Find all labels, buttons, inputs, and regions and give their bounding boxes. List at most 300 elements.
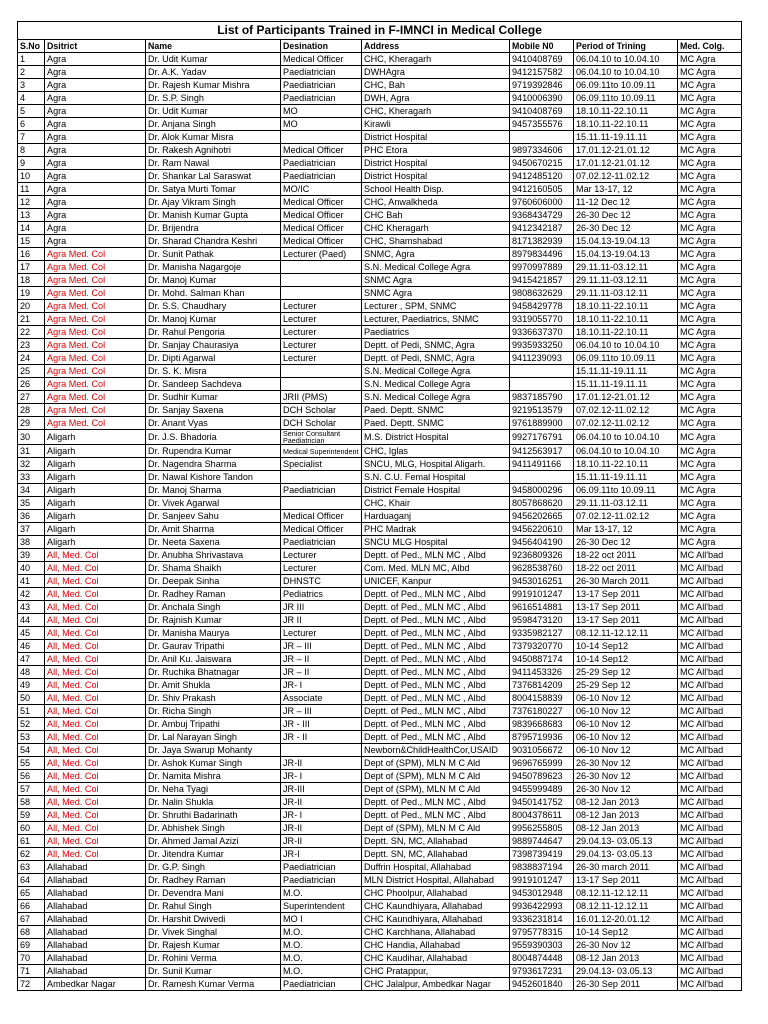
table-row [18, 261, 742, 274]
cell-district: All, Med. Col [45, 679, 146, 692]
cell-name: Dr. Rajnish Kumar [146, 614, 281, 627]
cell-sno: 29 [18, 417, 45, 430]
cell-med-college: MC All'bad [678, 614, 742, 627]
cell-med-college: MC All'bad [678, 796, 742, 809]
cell-name: Dr. Sanjeev Sahu [146, 510, 281, 523]
cell-mobile: 9456202665 [510, 510, 574, 523]
page-title: List of Participants Trained in F-IMNCI in Medical College [18, 22, 742, 40]
cell-period: 10-14 Sep12 [574, 640, 678, 653]
cell-sno: 19 [18, 287, 45, 300]
cell-med-college: MC Agra [678, 287, 742, 300]
table-row [18, 497, 742, 510]
cell-med-college: MC All'bad [678, 666, 742, 679]
table-row [18, 313, 742, 326]
cell-med-college: MC All'bad [678, 718, 742, 731]
table-row [18, 157, 742, 170]
cell-mobile: 9598473120 [510, 614, 574, 627]
cell-med-college: MC Agra [678, 458, 742, 471]
cell-period: 29.04.13- 03.05.13 [574, 848, 678, 861]
cell-med-college: MC Agra [678, 352, 742, 365]
cell-address: Dept of (SPM), MLN M C Ald [362, 757, 510, 770]
cell-period: 18.10.11-22.10.11 [574, 313, 678, 326]
cell-district: Agra [45, 131, 146, 144]
cell-sno: 26 [18, 378, 45, 391]
table-row [18, 378, 742, 391]
cell-sno: 46 [18, 640, 45, 653]
cell-period: 13-17 Sep 2011 [574, 601, 678, 614]
table-row [18, 939, 742, 952]
cell-mobile: 9719392846 [510, 79, 574, 92]
cell-period: 26-30 Sep 2011 [574, 978, 678, 991]
cell-address: CHC Kaundhiyara, Allahabad [362, 900, 510, 913]
cell-sno: 18 [18, 274, 45, 287]
cell-name: Dr. Shiv Prakash [146, 692, 281, 705]
cell-name: Dr. Gaurav Tripathi [146, 640, 281, 653]
cell-district: Agra [45, 157, 146, 170]
cell-name: Dr. Nawal Kishore Tandon [146, 471, 281, 484]
cell-designation: Lecturer [281, 300, 362, 313]
cell-med-college: MC Agra [678, 144, 742, 157]
cell-address: SNCU, MLG, Hospital Aligarh. [362, 458, 510, 471]
cell-mobile: 9410006390 [510, 92, 574, 105]
cell-name: Dr. Harshit Dwivedi [146, 913, 281, 926]
cell-district: Agra Med. Col [45, 274, 146, 287]
cell-name: Dr. Udit Kumar [146, 105, 281, 118]
table-row [18, 209, 742, 222]
cell-designation [281, 497, 362, 510]
cell-district: Agra [45, 92, 146, 105]
cell-sno: 27 [18, 391, 45, 404]
cell-name: Dr. Sudhir Kumar [146, 391, 281, 404]
table-row [18, 874, 742, 887]
table-row [18, 484, 742, 497]
table-row [18, 53, 742, 66]
cell-district: All, Med. Col [45, 549, 146, 562]
cell-period: 08.12.11-12.12.11 [574, 900, 678, 913]
table-body [18, 53, 742, 991]
cell-address: Deptt. of Ped., MLN MC , Albd [362, 731, 510, 744]
cell-designation: Paediatrician [281, 79, 362, 92]
cell-name: Dr. Satya Murti Tomar [146, 183, 281, 196]
cell-sno: 6 [18, 118, 45, 131]
cell-name: Dr. Shankar Lal Saraswat [146, 170, 281, 183]
cell-mobile: 9410408769 [510, 53, 574, 66]
cell-mobile: 7376180227 [510, 705, 574, 718]
cell-sno: 56 [18, 770, 45, 783]
cell-district: Aligarh [45, 497, 146, 510]
cell-name: Dr. Brijendra [146, 222, 281, 235]
cell-name: Dr. Ashok Kumar Singh [146, 757, 281, 770]
cell-period: 08-12 Jan 2013 [574, 796, 678, 809]
cell-med-college: MC All'bad [678, 926, 742, 939]
cell-period: 26-30 Dec 12 [574, 536, 678, 549]
cell-name: Dr. Sanjay Chaurasiya [146, 339, 281, 352]
cell-designation: Paediatrician [281, 170, 362, 183]
table-row [18, 770, 742, 783]
table-row [18, 965, 742, 978]
cell-designation: DCH Scholar [281, 404, 362, 417]
cell-name: Dr. Neha Tyagi [146, 783, 281, 796]
cell-sno: 57 [18, 783, 45, 796]
cell-district: Aligarh [45, 484, 146, 497]
cell-address: District Hospital [362, 170, 510, 183]
cell-sno: 1 [18, 53, 45, 66]
cell-address: Deptt. of Ped., MLN MC , Albd [362, 549, 510, 562]
cell-address: CHC, Kheragarh [362, 53, 510, 66]
cell-name: Dr. Sunil Kumar [146, 965, 281, 978]
cell-med-college: MC Agra [678, 157, 742, 170]
cell-designation: Pediatrics [281, 588, 362, 601]
cell-designation: JRII (PMS) [281, 391, 362, 404]
cell-period: 26-30 March 2011 [574, 575, 678, 588]
cell-sno: 66 [18, 900, 45, 913]
cell-designation: Medical Officer [281, 144, 362, 157]
cell-mobile: 9456220610 [510, 523, 574, 536]
cell-name: Dr. Nalin Shukla [146, 796, 281, 809]
cell-designation: Paediatrician [281, 536, 362, 549]
cell-district: Agra [45, 235, 146, 248]
cell-period: 15.11.11-19.11.11 [574, 131, 678, 144]
cell-district: All, Med. Col [45, 718, 146, 731]
table-row [18, 196, 742, 209]
table-row [18, 404, 742, 417]
cell-address: S.N. Medical College Agra [362, 261, 510, 274]
cell-med-college: MC Agra [678, 510, 742, 523]
cell-address: UNICEF, Kanpur [362, 575, 510, 588]
cell-period: 07.02.12-11.02.12 [574, 404, 678, 417]
cell-period: 13-17 Sep 2011 [574, 874, 678, 887]
cell-designation: JR – II [281, 653, 362, 666]
cell-address: PHC Etora [362, 144, 510, 157]
cell-mobile: 9453012948 [510, 887, 574, 900]
cell-period: Mar 13-17, 12 [574, 523, 678, 536]
cell-designation: Lecturer [281, 562, 362, 575]
cell-address: CHC, Khair [362, 497, 510, 510]
cell-designation: Paediatrician [281, 92, 362, 105]
cell-designation: Paediatrician [281, 874, 362, 887]
cell-address: Deptt. of Ped., MLN MC , Albd [362, 588, 510, 601]
cell-sno: 65 [18, 887, 45, 900]
cell-name: Dr. Sunit Pathak [146, 248, 281, 261]
cell-sno: 71 [18, 965, 45, 978]
cell-district: Agra [45, 53, 146, 66]
cell-district: Agra Med. Col [45, 391, 146, 404]
table-row [18, 705, 742, 718]
cell-district: Agra Med. Col [45, 365, 146, 378]
cell-sno: 72 [18, 978, 45, 991]
cell-name: Dr. Manisha Nagargoje [146, 261, 281, 274]
cell-period: Mar 13-17, 12 [574, 183, 678, 196]
cell-address: Newborn&ChildHealthCor,USAID [362, 744, 510, 757]
cell-district: All, Med. Col [45, 666, 146, 679]
cell-sno: 41 [18, 575, 45, 588]
cell-mobile: 9956255805 [510, 822, 574, 835]
cell-designation: JR – III [281, 640, 362, 653]
cell-mobile: 9761889900 [510, 417, 574, 430]
table-row [18, 666, 742, 679]
cell-mobile: 7379320770 [510, 640, 574, 653]
table-row [18, 627, 742, 640]
cell-district: Agra Med. Col [45, 287, 146, 300]
cell-designation: Medical Officer [281, 222, 362, 235]
table-row [18, 510, 742, 523]
cell-district: Agra [45, 170, 146, 183]
cell-designation: JR-II [281, 835, 362, 848]
header-med-college: Med. Colg. [678, 40, 742, 53]
cell-name: Dr. Ram Nawal [146, 157, 281, 170]
cell-designation: Lecturer (Paed) [281, 248, 362, 261]
cell-mobile: 8057868620 [510, 497, 574, 510]
cell-mobile: 9410408769 [510, 105, 574, 118]
cell-sno: 21 [18, 313, 45, 326]
cell-med-college: MC Agra [678, 118, 742, 131]
cell-mobile: 9455999489 [510, 783, 574, 796]
cell-med-college: MC All'bad [678, 978, 742, 991]
cell-sno: 55 [18, 757, 45, 770]
cell-district: Aligarh [45, 523, 146, 536]
cell-designation: Lecturer [281, 549, 362, 562]
cell-district: Agra [45, 105, 146, 118]
cell-med-college: MC All'bad [678, 588, 742, 601]
cell-sno: 53 [18, 731, 45, 744]
cell-designation: M.O. [281, 939, 362, 952]
cell-period: 26-30 Dec 12 [574, 222, 678, 235]
cell-period: 17.01.12-21.01.12 [574, 391, 678, 404]
cell-med-college: MC Agra [678, 326, 742, 339]
cell-mobile [510, 365, 574, 378]
cell-period: 15.11.11-19.11.11 [574, 365, 678, 378]
cell-district: All, Med. Col [45, 835, 146, 848]
cell-designation: Medical Officer [281, 510, 362, 523]
cell-name: Dr. Rakesh Agnihotri [146, 144, 281, 157]
cell-address: SNCU MLG Hospital [362, 536, 510, 549]
cell-name: Dr. Amit Shukla [146, 679, 281, 692]
cell-designation: Medical Officer [281, 209, 362, 222]
table-row [18, 445, 742, 458]
cell-designation [281, 471, 362, 484]
cell-med-college: MC All'bad [678, 692, 742, 705]
cell-med-college: MC All'bad [678, 705, 742, 718]
cell-designation [281, 274, 362, 287]
cell-sno: 37 [18, 523, 45, 536]
cell-address: DWH, Agra [362, 92, 510, 105]
cell-mobile: 7398739419 [510, 848, 574, 861]
table-row [18, 692, 742, 705]
cell-med-college: MC All'bad [678, 575, 742, 588]
cell-med-college: MC All'bad [678, 822, 742, 835]
cell-name: Dr. Manoj Kumar [146, 274, 281, 287]
cell-name: Dr. S.P. Singh [146, 92, 281, 105]
cell-mobile: 9452601840 [510, 978, 574, 991]
table-row [18, 601, 742, 614]
cell-name: Dr. Ajay Vikram Singh [146, 196, 281, 209]
cell-period: 07.02.12-11.02.12 [574, 510, 678, 523]
cell-period: 29.04.13- 03.05.13 [574, 965, 678, 978]
cell-name: Dr. Namita Mishra [146, 770, 281, 783]
cell-mobile: 9456404190 [510, 536, 574, 549]
cell-sno: 43 [18, 601, 45, 614]
cell-mobile: 7376814209 [510, 679, 574, 692]
cell-address: CHC Bah [362, 209, 510, 222]
cell-sno: 63 [18, 861, 45, 874]
cell-mobile: 9450887174 [510, 653, 574, 666]
cell-address: Dept of (SPM), MLN M C Ald [362, 783, 510, 796]
cell-sno: 51 [18, 705, 45, 718]
cell-mobile: 8004158839 [510, 692, 574, 705]
cell-sno: 64 [18, 874, 45, 887]
cell-sno: 3 [18, 79, 45, 92]
cell-sno: 48 [18, 666, 45, 679]
cell-sno: 32 [18, 458, 45, 471]
cell-sno: 45 [18, 627, 45, 640]
cell-mobile: 9970997889 [510, 261, 574, 274]
cell-med-college: MC Agra [678, 274, 742, 287]
cell-med-college: MC All'bad [678, 744, 742, 757]
cell-designation: Specialist [281, 458, 362, 471]
cell-sno: 59 [18, 809, 45, 822]
table-row [18, 523, 742, 536]
cell-address: MLN District Hospital, Allahabad [362, 874, 510, 887]
cell-sno: 50 [18, 692, 45, 705]
cell-designation: Paediatrician [281, 978, 362, 991]
cell-period: 29.11.11-03.12.11 [574, 261, 678, 274]
cell-med-college: MC All'bad [678, 562, 742, 575]
table-row [18, 274, 742, 287]
cell-name: Dr. Lal Narayan Singh [146, 731, 281, 744]
cell-designation: JR-II [281, 822, 362, 835]
cell-district: All, Med. Col [45, 783, 146, 796]
cell-district: All, Med. Col [45, 770, 146, 783]
header-row [18, 40, 742, 53]
cell-district: All, Med. Col [45, 653, 146, 666]
cell-address: Deptt. of Ped., MLN MC , Albd [362, 601, 510, 614]
table-row [18, 430, 742, 445]
cell-mobile: 9616514881 [510, 601, 574, 614]
cell-period: 29.11.11-03.12.11 [574, 287, 678, 300]
cell-sno: 49 [18, 679, 45, 692]
cell-designation: Lecturer [281, 352, 362, 365]
cell-district: Allahabad [45, 926, 146, 939]
cell-sno: 68 [18, 926, 45, 939]
cell-district: All, Med. Col [45, 692, 146, 705]
table-row [18, 809, 742, 822]
cell-address: CHC Kaudihar, Allahabad [362, 952, 510, 965]
cell-mobile: 9412342187 [510, 222, 574, 235]
cell-designation: JR - II [281, 731, 362, 744]
cell-med-college: MC Agra [678, 378, 742, 391]
cell-address: S.N. Medical College Agra [362, 391, 510, 404]
cell-designation: JR II [281, 614, 362, 627]
cell-period: 06-10 Nov 12 [574, 744, 678, 757]
cell-sno: 24 [18, 352, 45, 365]
cell-period: 13-17 Sep 2011 [574, 588, 678, 601]
cell-period: 26-30 Nov 12 [574, 770, 678, 783]
cell-period: 18.10.11-22.10.11 [574, 458, 678, 471]
cell-sno: 67 [18, 913, 45, 926]
cell-period: 06.09.11to 10.09.11 [574, 352, 678, 365]
cell-address: Com. Med. MLN MC, Albd [362, 562, 510, 575]
table-row [18, 118, 742, 131]
cell-mobile: 9837185790 [510, 391, 574, 404]
cell-sno: 20 [18, 300, 45, 313]
cell-designation: Lecturer [281, 326, 362, 339]
cell-district: All, Med. Col [45, 731, 146, 744]
cell-period: 06-10 Nov 12 [574, 718, 678, 731]
cell-name: Dr. Sharad Chandra Keshri [146, 235, 281, 248]
table-row [18, 900, 742, 913]
table-row [18, 248, 742, 261]
cell-period: 13-17 Sep 2011 [574, 614, 678, 627]
cell-name: Dr. Ramesh Kumar Verma [146, 978, 281, 991]
cell-mobile: 9236809326 [510, 549, 574, 562]
cell-mobile: 9793617231 [510, 965, 574, 978]
cell-designation: Superintendent [281, 900, 362, 913]
cell-period: 06.09.11to 10.09.11 [574, 79, 678, 92]
cell-address: CHC, Kheragarh [362, 105, 510, 118]
cell-period: 07.02.12-11.02.12 [574, 170, 678, 183]
cell-district: All, Med. Col [45, 588, 146, 601]
cell-mobile: 9559390303 [510, 939, 574, 952]
cell-name: Dr. Manoj Sharma [146, 484, 281, 497]
cell-address: CHC Kaundhiyara, Allahabad [362, 913, 510, 926]
cell-period: 07.02.12-11.02.12 [574, 417, 678, 430]
cell-sno: 8 [18, 144, 45, 157]
cell-address: District Hospital [362, 157, 510, 170]
cell-address: Paediatrics [362, 326, 510, 339]
cell-mobile: 8795719936 [510, 731, 574, 744]
cell-med-college: MC Agra [678, 183, 742, 196]
cell-sno: 10 [18, 170, 45, 183]
cell-period: 06-10 Nov 12 [574, 731, 678, 744]
cell-med-college: MC Agra [678, 235, 742, 248]
cell-mobile: 9889744647 [510, 835, 574, 848]
header-district: Dsitrict [45, 40, 146, 53]
cell-name: Dr. Sanjay Saxena [146, 404, 281, 417]
cell-district: Agra [45, 66, 146, 79]
cell-med-college: MC All'bad [678, 939, 742, 952]
cell-designation: Medical Superintendent [281, 445, 362, 458]
cell-sno: 39 [18, 549, 45, 562]
cell-designation: JR – II [281, 666, 362, 679]
table-row [18, 978, 742, 991]
cell-district: Agra Med. Col [45, 326, 146, 339]
cell-med-college: MC Agra [678, 430, 742, 445]
table-row [18, 222, 742, 235]
cell-sno: 12 [18, 196, 45, 209]
cell-period: 06.04.10 to 10.04.10 [574, 445, 678, 458]
cell-designation: Lecturer [281, 627, 362, 640]
cell-address: M.S. District Hospital [362, 430, 510, 445]
cell-mobile: 9457355576 [510, 118, 574, 131]
cell-med-college: MC Agra [678, 536, 742, 549]
cell-period: 06.04.10 to 10.04.10 [574, 339, 678, 352]
cell-name: Dr. Vivek Singhal [146, 926, 281, 939]
header-period: Period of Trining [574, 40, 678, 53]
cell-sno: 9 [18, 157, 45, 170]
table-row [18, 66, 742, 79]
cell-med-college: MC Agra [678, 417, 742, 430]
cell-designation: M.O. [281, 952, 362, 965]
table-row [18, 549, 742, 562]
cell-designation [281, 365, 362, 378]
cell-designation: M.O. [281, 926, 362, 939]
cell-period: 08-12 Jan 2013 [574, 952, 678, 965]
cell-mobile: 9031056672 [510, 744, 574, 757]
table-row [18, 861, 742, 874]
cell-mobile: 8979834496 [510, 248, 574, 261]
cell-mobile: 9336637370 [510, 326, 574, 339]
cell-mobile: 9838837194 [510, 861, 574, 874]
